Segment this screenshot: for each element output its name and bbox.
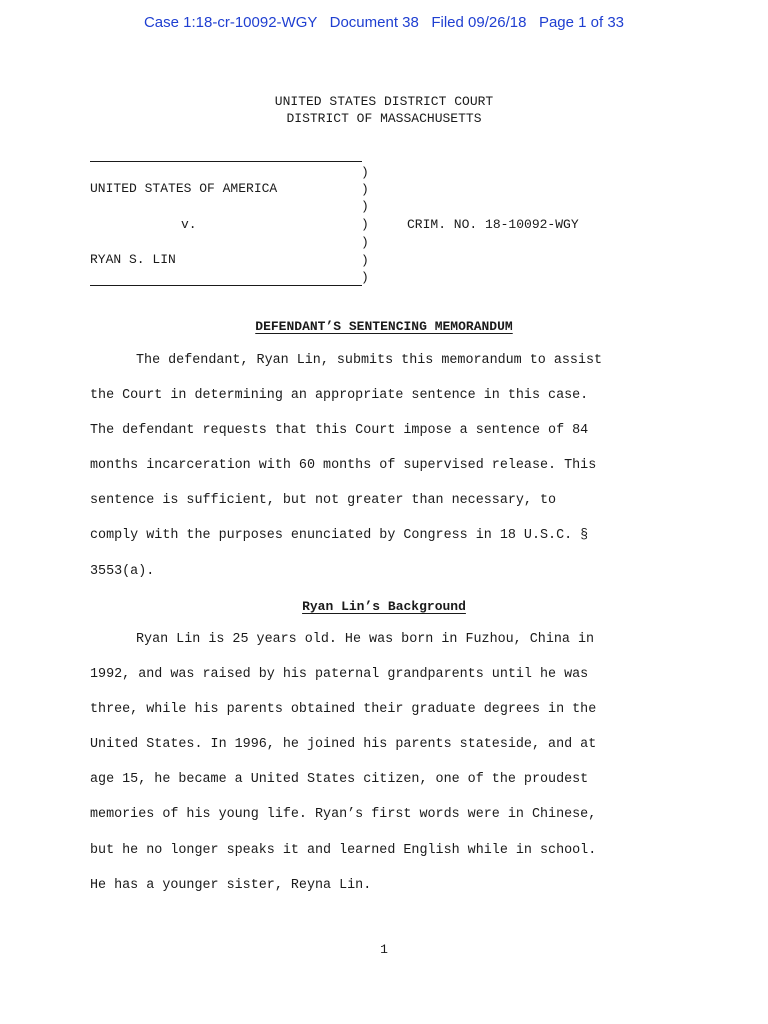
- text-line: The defendant, Ryan Lin, submits this memorandum to assist: [136, 353, 603, 368]
- criminal-case-number: CRIM. NO. 18-10092-WGY: [407, 217, 579, 232]
- section-heading-text: Ryan Lin’s Background: [302, 599, 466, 614]
- court-name: [0, 93, 768, 127]
- section-heading: [0, 599, 768, 614]
- filed-date-stamp: Filed 09/26/18: [431, 14, 527, 31]
- text-line: three, while his parents obtained their graduate degrees in the: [90, 702, 597, 718]
- text-line: sentence is sufficient, but not greater than necessary, to: [90, 493, 557, 509]
- caption-defendant: RYAN S. LIN: [90, 252, 176, 267]
- text-line: the Court in determining an appropriate sentence in this case.: [90, 388, 589, 404]
- page-number: 1: [380, 942, 388, 957]
- ecf-header-stamp: [0, 14, 768, 31]
- text-line: He has a younger sister, Reyna Lin.: [90, 877, 372, 893]
- text-line: comply with the purposes enunciated by Congress in 18 U.S.C. §: [90, 528, 589, 544]
- court-name-line-2: DISTRICT OF MASSACHUSETTS: [286, 111, 482, 126]
- case-number-stamp: Case 1:18-cr-10092-WGY: [143, 14, 318, 31]
- text-line: months incarceration with 60 months of supervised release. This: [90, 458, 597, 474]
- document-number-stamp: Document 38: [329, 14, 419, 31]
- caption-paren: ): [361, 270, 369, 285]
- caption-paren: ): [361, 165, 369, 180]
- text-line: but he no longer speaks it and learned English while in school.: [90, 842, 597, 858]
- document-title: [0, 319, 768, 334]
- caption-plaintiff: UNITED STATES OF AMERICA: [90, 181, 278, 196]
- caption-paren: ): [361, 217, 369, 232]
- text-line: 3553(a).: [90, 563, 155, 579]
- text-line: 1992, and was raised by his paternal grandparents until he was: [90, 667, 589, 683]
- document-title-text: DEFENDANT’S SENTENCING MEMORANDUM: [255, 319, 513, 334]
- caption-paren: ): [361, 182, 369, 197]
- text-line: age 15, he became a United States citizen, one of the proudest: [90, 772, 589, 788]
- text-line: United States. In 1996, he joined his parents stateside, and at: [90, 737, 597, 753]
- caption-bottom-rule: [90, 285, 362, 286]
- page-count-stamp: Page 1 of 33: [538, 14, 625, 31]
- text-line: memories of his young life. Ryan’s first words were in Chinese,: [90, 807, 597, 823]
- text-line: The defendant requests that this Court impose a sentence of 84: [90, 423, 589, 439]
- caption-paren: ): [361, 235, 369, 250]
- caption-paren: ): [361, 253, 369, 268]
- court-name-line-1: UNITED STATES DISTRICT COURT: [274, 94, 494, 109]
- caption-paren: ): [361, 199, 369, 214]
- text-line: Ryan Lin is 25 years old. He was born in Fuzhou, China in: [136, 632, 595, 647]
- caption-top-rule: [90, 161, 362, 162]
- intro-paragraph: [90, 343, 665, 589]
- background-paragraph: [90, 622, 665, 903]
- caption-versus: v.: [181, 217, 197, 232]
